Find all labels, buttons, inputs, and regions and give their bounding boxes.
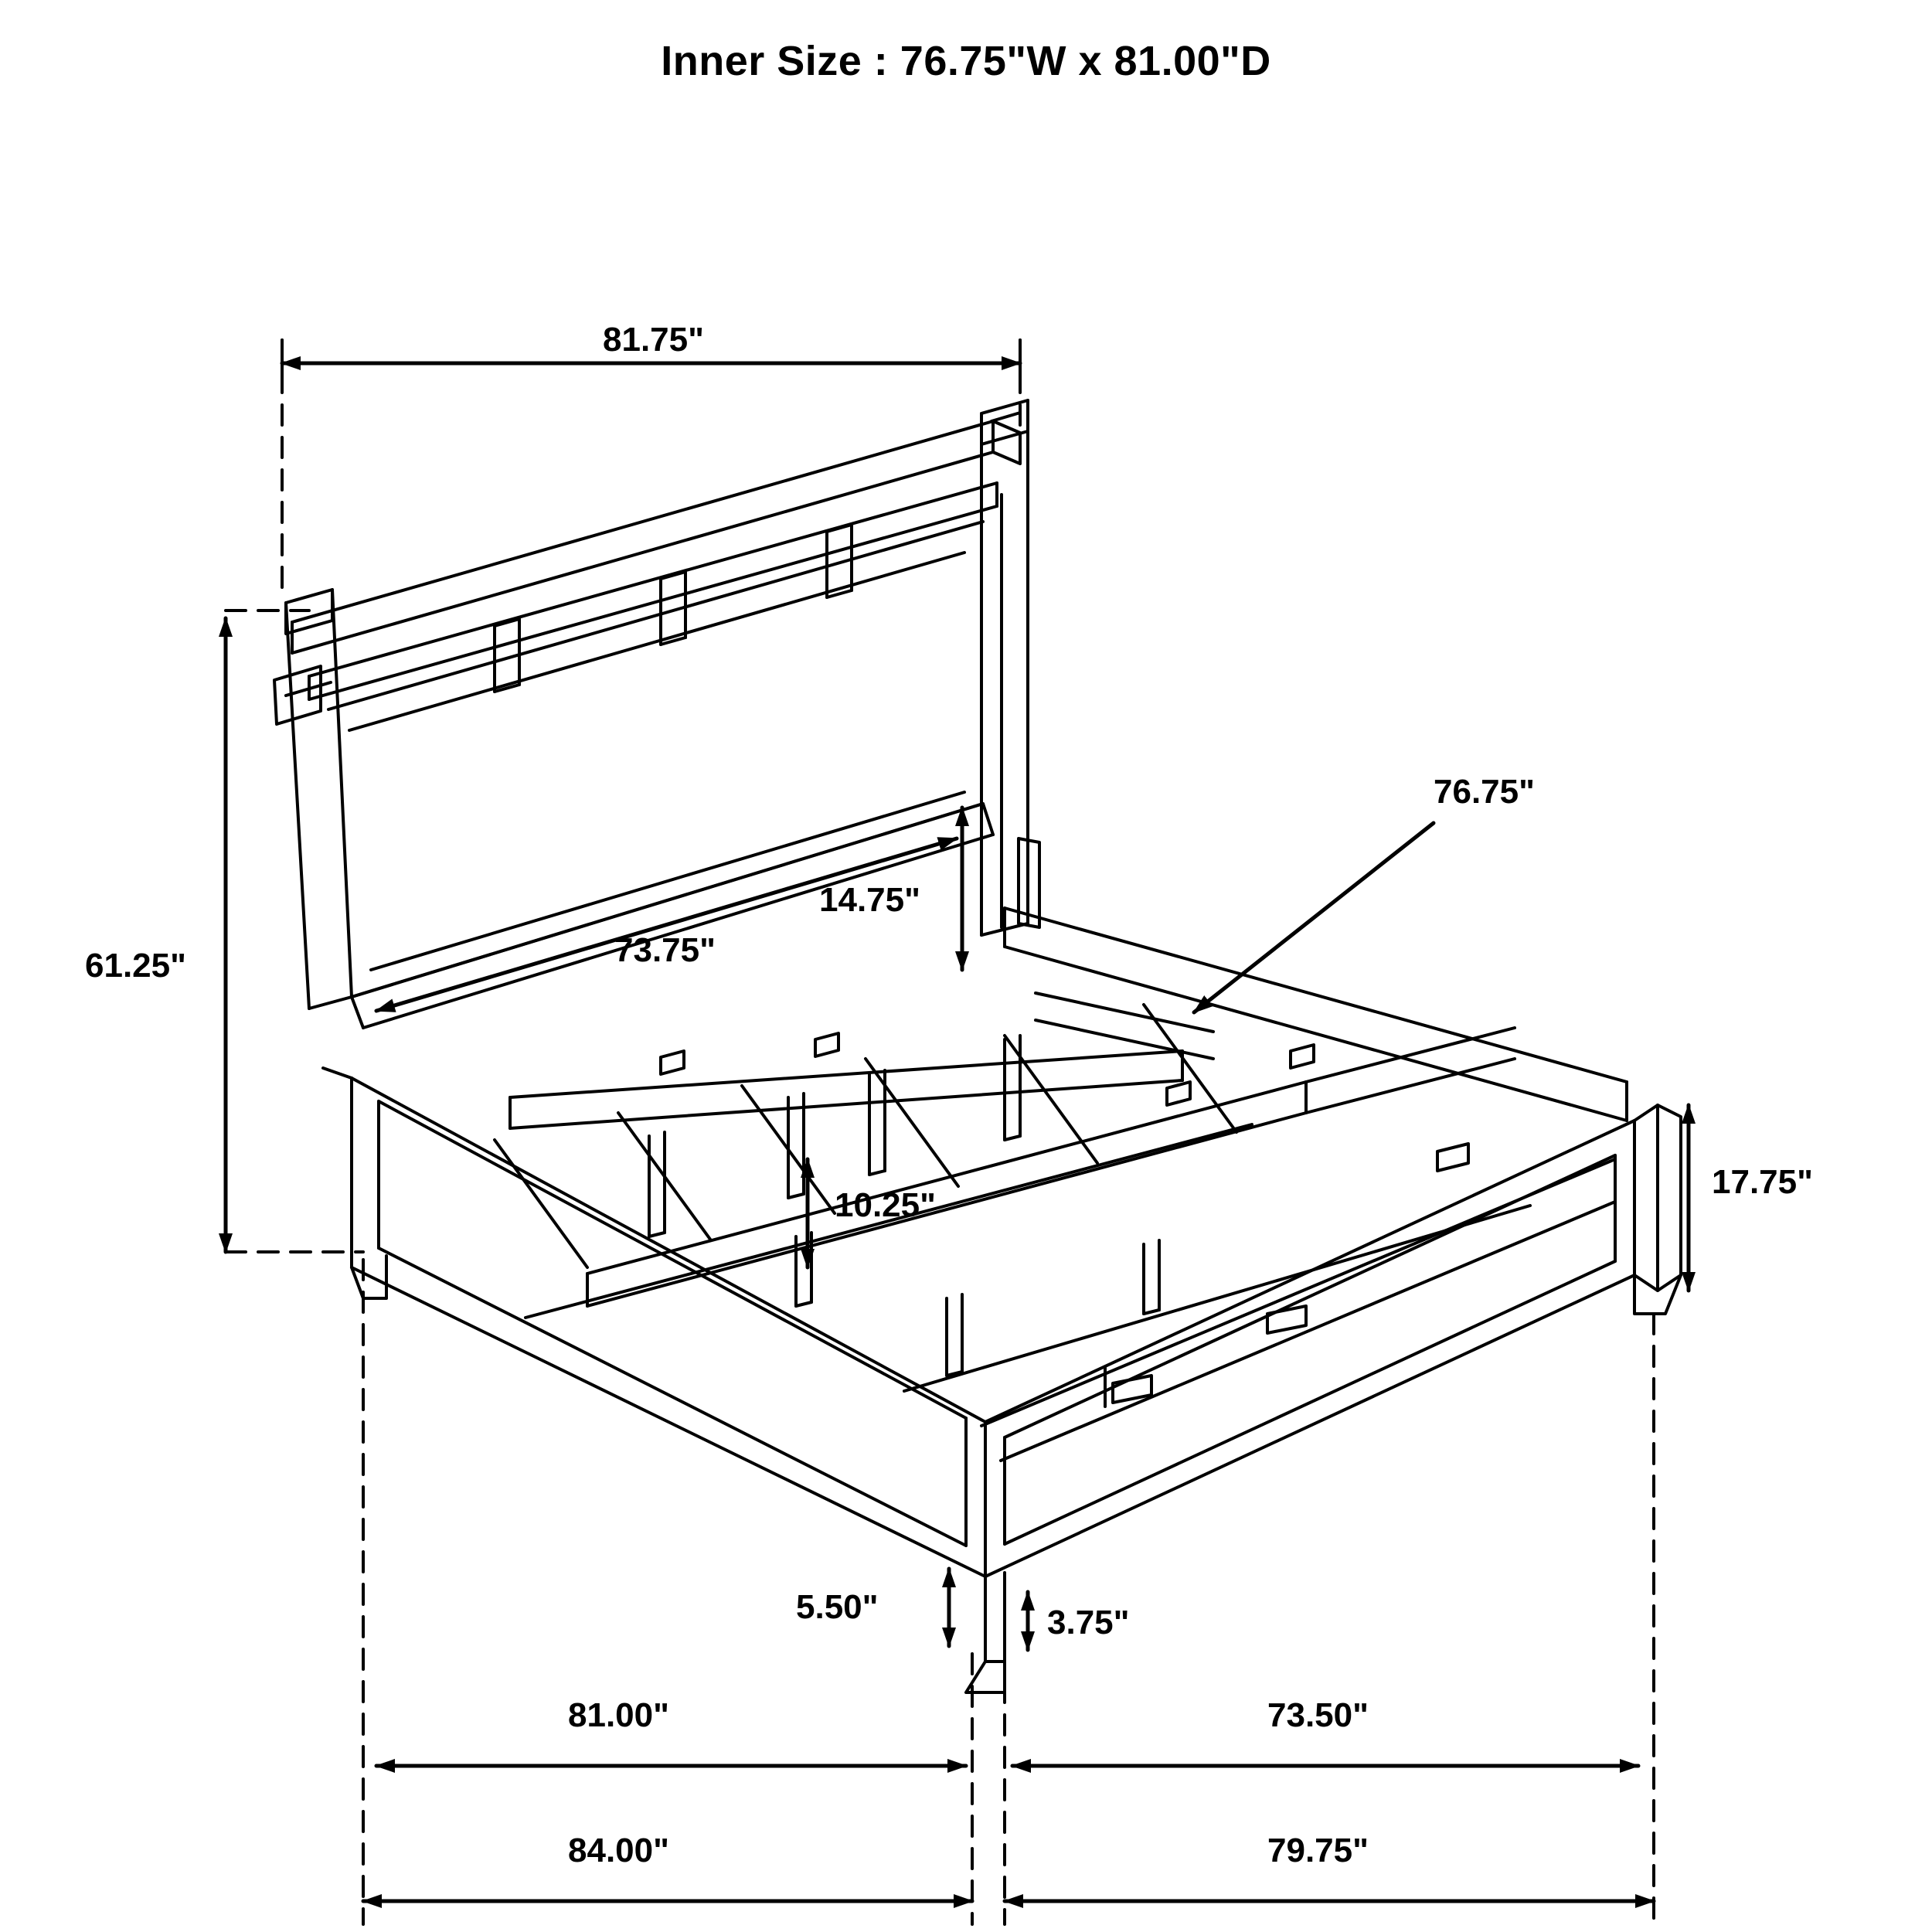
- footboard: [985, 1121, 1634, 1577]
- headboard-left-post: [274, 590, 352, 1009]
- right-bottom-rail: [981, 1159, 1615, 1461]
- headboard-upper-slat-bar: [309, 483, 997, 699]
- headboard-panel: [328, 522, 983, 997]
- dimension-label-headboard-width: 81.75": [603, 321, 704, 359]
- dimension-label-clearance-under-rail: 5.50": [796, 1588, 879, 1626]
- dimension-label-headboard-panel-width: 73.75": [614, 931, 716, 969]
- headboard-right-post: [981, 400, 1028, 935]
- left-front-leg: [323, 1068, 386, 1298]
- left-side-rail: [352, 1078, 985, 1577]
- dimension-label-footboard-height: 17.75": [1712, 1163, 1813, 1201]
- dimension-lines: [226, 340, 1689, 1901]
- dimension-label-overall-width-inner: 73.50": [1267, 1696, 1369, 1734]
- dimension-label-overall-depth-inner: 81.00": [568, 1696, 669, 1734]
- dimension-label-overall-width-outer: 79.75": [1267, 1832, 1369, 1869]
- center-support-rail: [510, 993, 1213, 1128]
- dimension-label-leg-height: 3.75": [1047, 1604, 1130, 1641]
- dimension-label-slat-height: 10.25": [835, 1186, 936, 1224]
- far-side-rail: [1005, 908, 1627, 1121]
- page-title: Inner Size : 76.75"W x 81.00"D: [661, 38, 1271, 84]
- footboard-right-post: [1634, 1105, 1681, 1314]
- dimension-label-headboard-panel-height: 14.75": [819, 881, 920, 919]
- dimension-label-overall-depth-outer: 84.00": [568, 1832, 669, 1869]
- dimension-label-inner-width-callout: 76.75": [1434, 773, 1535, 811]
- dimension-label-headboard-height: 61.25": [85, 947, 186, 985]
- extension-lines: [226, 340, 1654, 1924]
